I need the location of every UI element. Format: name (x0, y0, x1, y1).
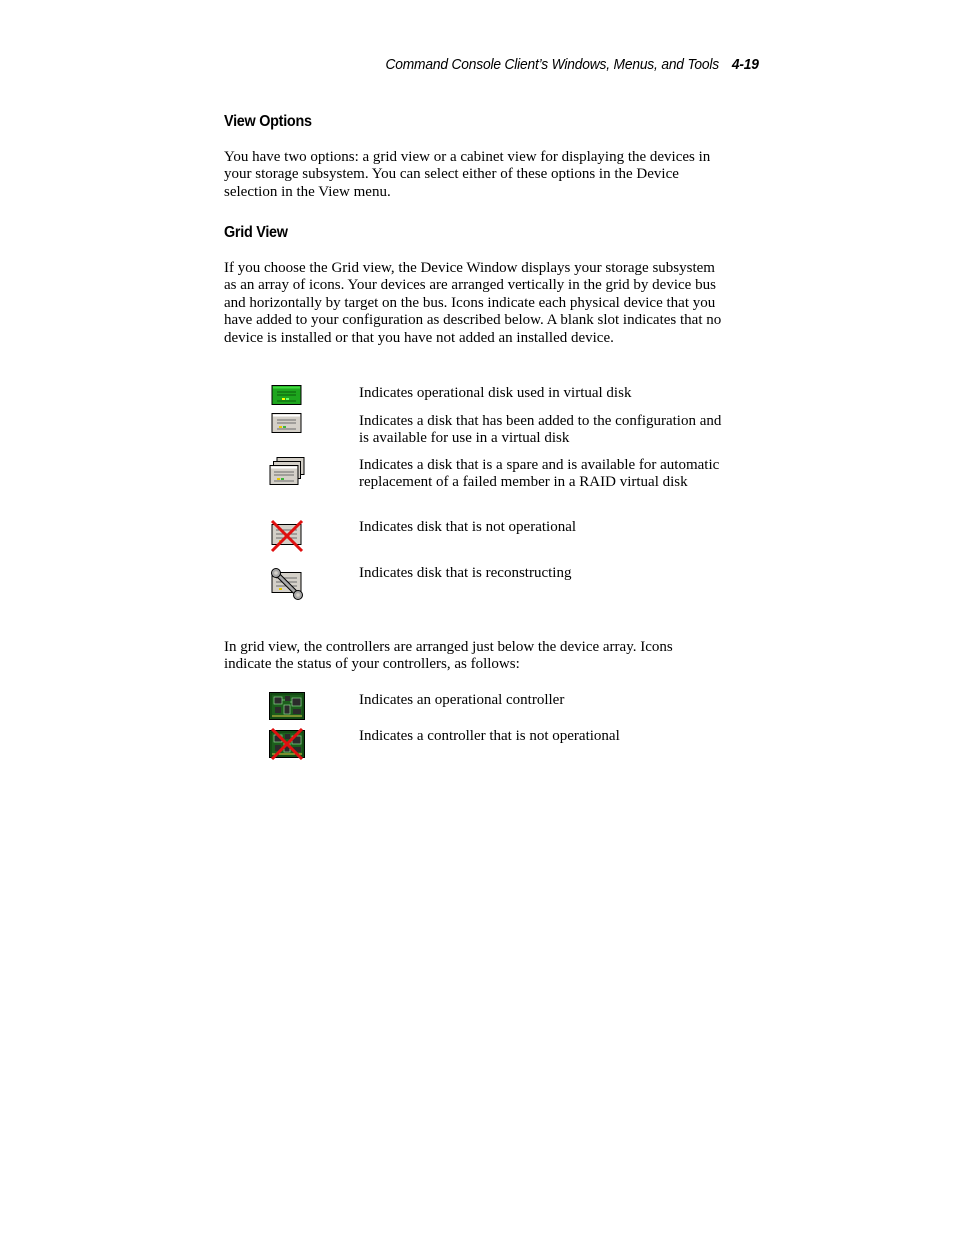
grid-view-heading: Grid View (224, 224, 288, 241)
list-item-text: Indicates operational disk used in virtual disk (359, 385, 632, 401)
view-options-paragraph: You have two options: a grid view or a cabinet view for displaying the devices in your storage subsystem. You can select either of these options in the Device selection in the View menu. (224, 149, 711, 200)
list-item-text: Indicates a controller that is not operational (359, 728, 620, 744)
header-title: Command Console Client’s Windows, Menus, and Tools (385, 56, 720, 73)
list-item-text: Indicates disk that is reconstructing (359, 565, 572, 581)
controllers-paragraph: In grid view, the controllers are arranged just below the device array. Icons indicate the status of your controllers, as follows: (224, 639, 673, 673)
failed-disk-icon (269, 519, 305, 553)
available-disk-icon (269, 413, 303, 435)
reconstructing-disk-icon (269, 565, 305, 601)
operational-disk-icon (269, 385, 303, 407)
spare-disk-icon (269, 457, 305, 487)
list-item-text: Indicates a disk that has been added to the configuration and is available for use in a virtual disk (359, 413, 722, 447)
failed-controller-icon (269, 728, 305, 760)
list-item-text: Indicates a disk that is a spare and is available for automatic replacement of a failed member in a RAID virtual disk (359, 457, 720, 491)
operational-controller-icon (269, 692, 305, 720)
grid-view-paragraph: If you choose the Grid view, the Device Window displays your storage subsystem as an array of icons. Your devices are arranged vertically in the grid by device bus and horizontally by target on the bus. Icons indicate each physical device that you have added to your configuration as described below. A blank slot indicates that no device is installed or that you have not added an installed device. (224, 260, 722, 346)
page-number: 4-19 (732, 56, 759, 73)
view-options-heading: View Options (224, 113, 312, 130)
page-header (386, 56, 759, 73)
list-item-text: Indicates an operational controller (359, 692, 565, 708)
list-item-text: Indicates disk that is not operational (359, 519, 577, 535)
